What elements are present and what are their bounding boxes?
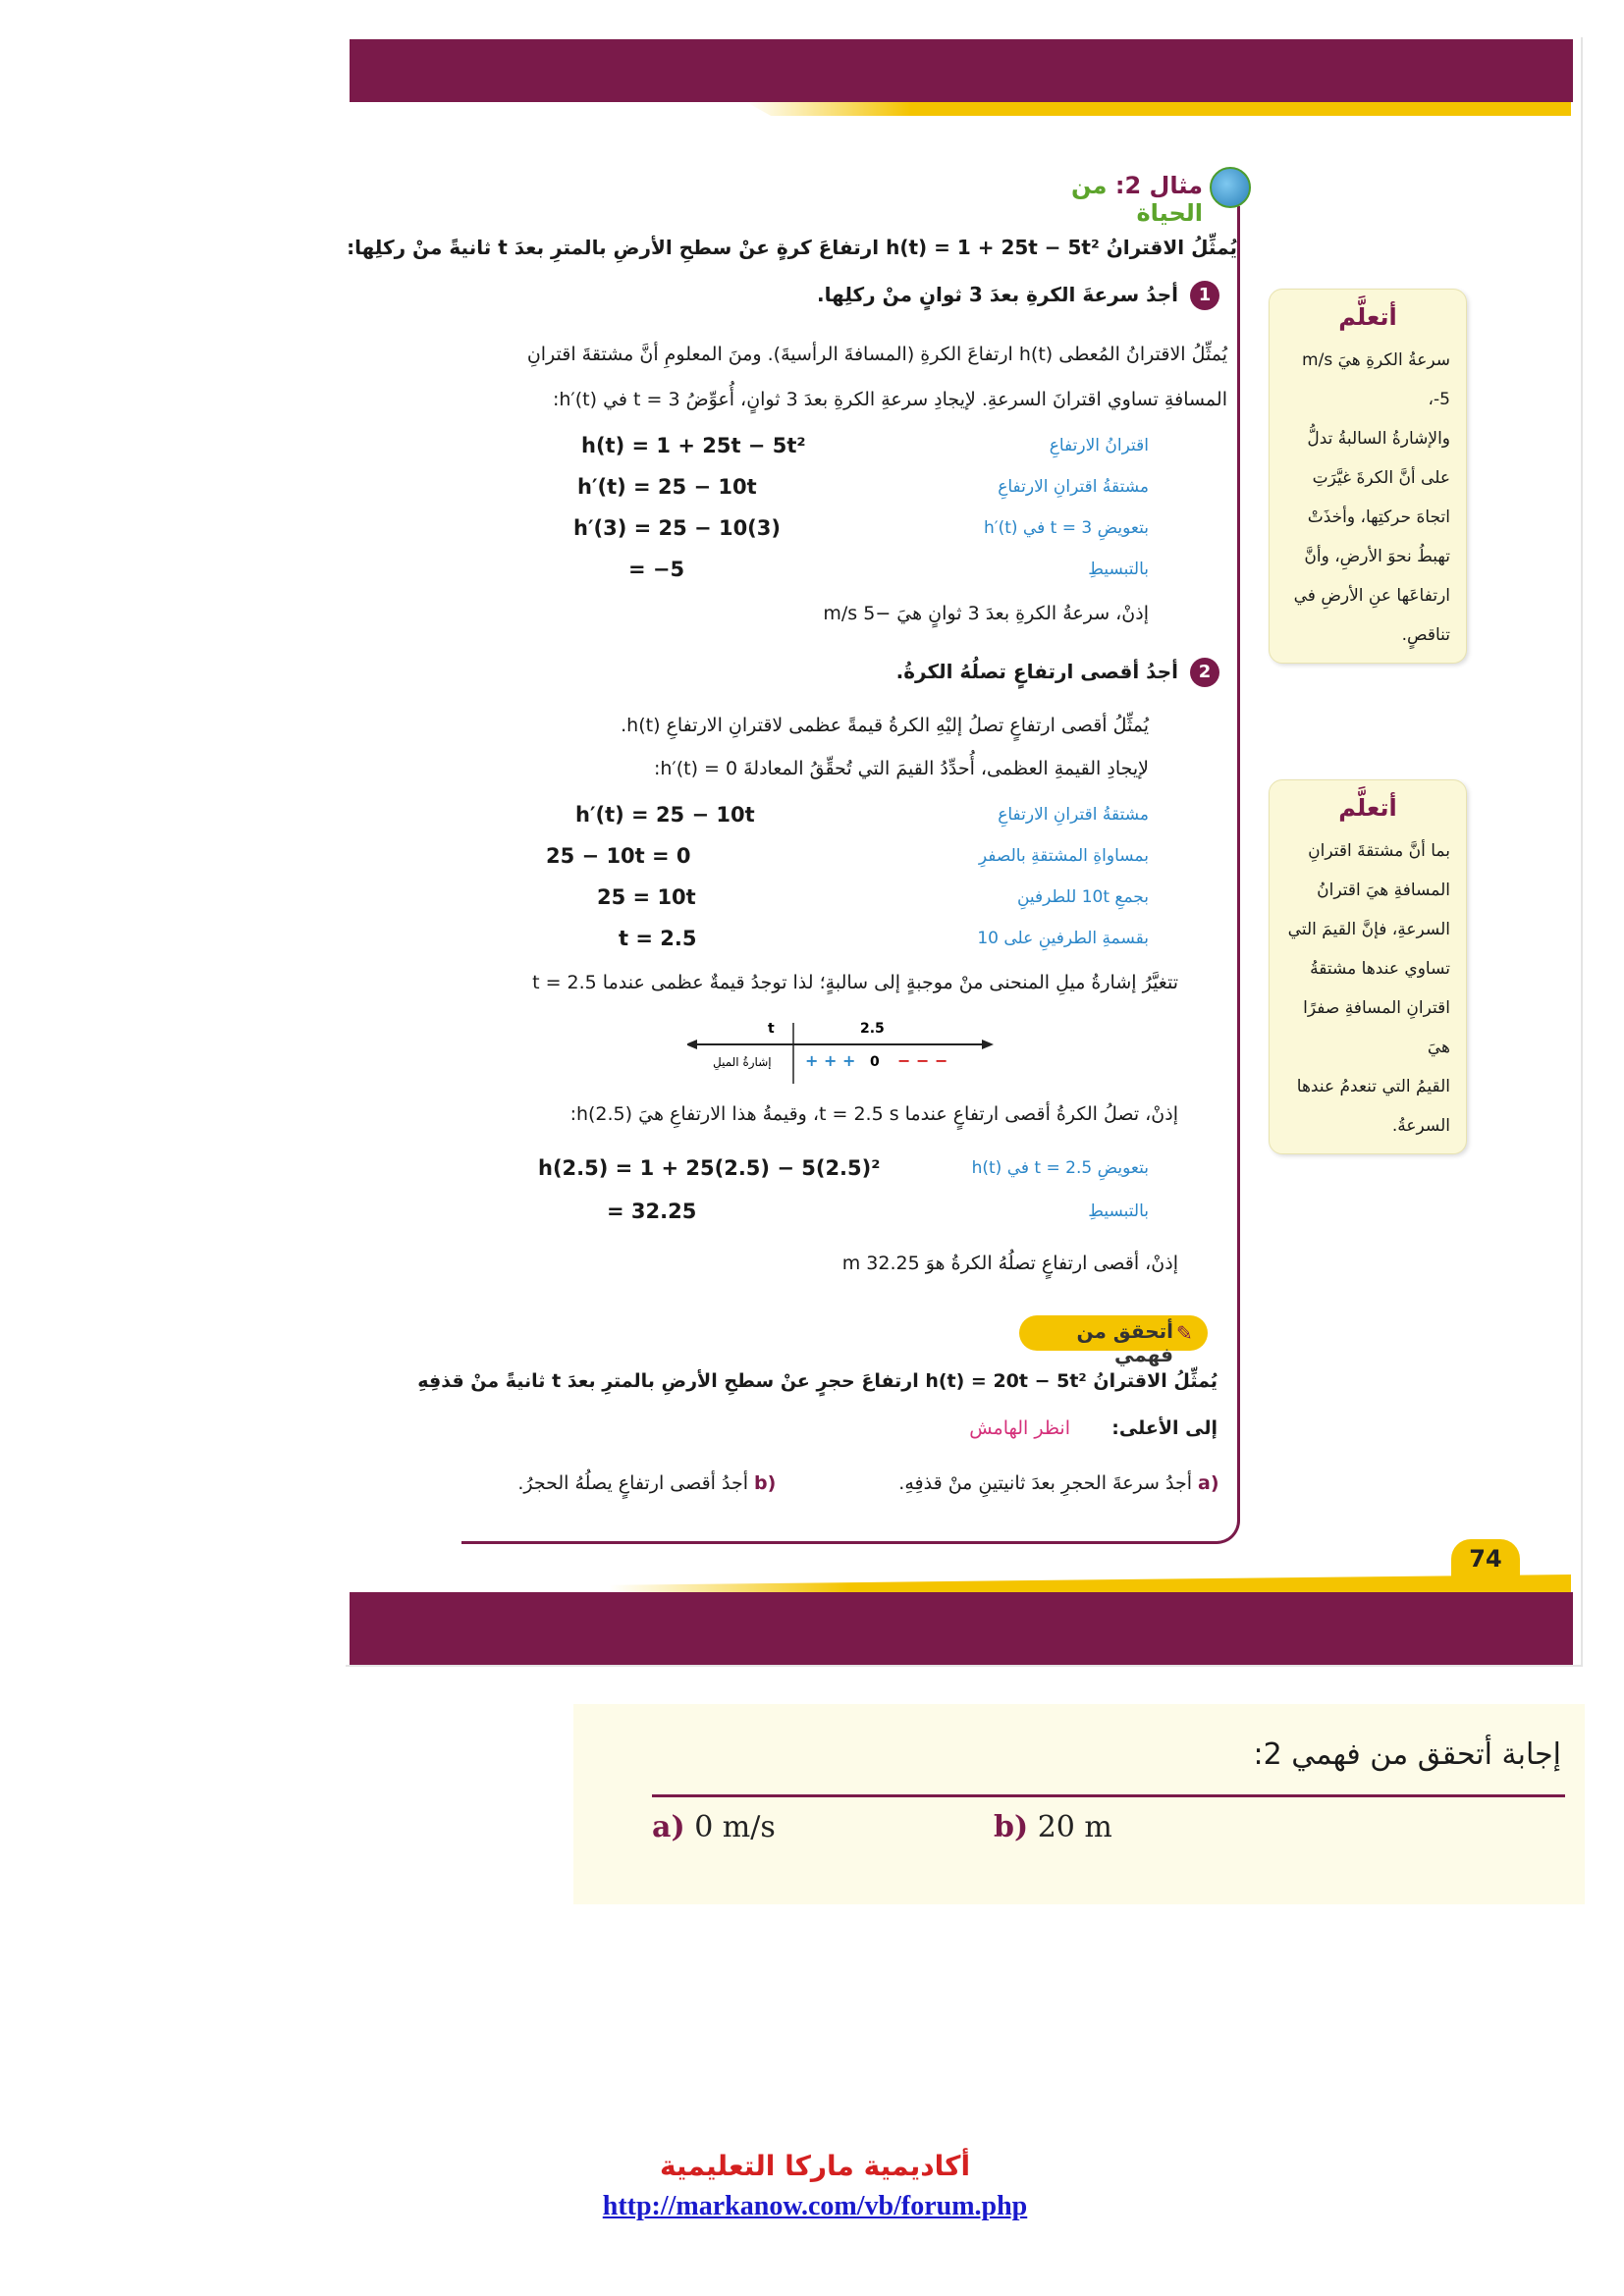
learn-note-2 (1269, 779, 1467, 1154)
q1-step-1-label: اقترانُ الارتفاعِ (1049, 436, 1149, 455)
margin-reference: انظر الهامش (969, 1417, 1070, 1439)
sign-chart-t-label: t (768, 1021, 775, 1037)
sign-chart-critical: 2.5 (860, 1021, 885, 1037)
learn-note-1-line: اتجاهَ حركتِها، وأخذَتْ (1307, 507, 1450, 527)
q2-step-3-eq: 25 = 10t (597, 885, 696, 909)
footer-link[interactable]: http://markanow.com/vb/forum.php (602, 2191, 1028, 2221)
learn-note-2-line: القيمُ التي تنعدمُ عندها (1296, 1077, 1450, 1096)
top-gold-stripe (746, 102, 1571, 116)
bottom-banner (350, 1592, 1573, 1665)
question-1-number: 1 (1190, 281, 1219, 310)
pencil-icon: ✎ (1176, 1321, 1193, 1345)
answer-title: إجابة أتحقق من فهمي 2: (1253, 1737, 1561, 1772)
learn-note-1 (1269, 289, 1467, 664)
q2-paragraph-1: يُمثِّلُ أقصى ارتفاعٍ تصلُ إليْهِ الكرةُ قيمةً عظمى لاقترانِ الارتفاعِ h(t). (621, 715, 1149, 736)
sign-chart (687, 1009, 1001, 1092)
answer-a-label: a) (652, 1810, 685, 1844)
q2-step-1-label: مشتقةُ اقترانِ الارتفاعِ (998, 805, 1149, 825)
learn-note-2-line: السرعةِ، فإنَّ القيمَ التي (1287, 920, 1450, 939)
learn-note-1-line: تناقصٍ. (1401, 625, 1450, 645)
q2-paragraph-2: لإيجادِ القيمةِ العظمى، أُحدِّدُ القيمَ التي تُحقِّقُ المعادلةَ h′(t) = 0: (653, 758, 1149, 779)
example-subtitle: من الحياة (1071, 172, 1203, 227)
learn-note-1-line: والإشارةُ السالبةُ تدلُّ (1307, 429, 1450, 449)
answer-a (652, 1810, 776, 1844)
check-a-text: أجدُ سرعةَ الحجرِ بعدَ ثانيتينِ منْ قذفِهِ. (898, 1472, 1192, 1494)
q2-eval-2-eq: = 32.25 (607, 1200, 697, 1223)
example-header (1006, 172, 1203, 227)
q2-sign-text: تتغيَّرُ إشارةُ ميلِ المنحنى منْ موجبةٍ إلى سالبةٍ؛ لذا توجدُ قيمةٌ عظمى عندما t = 2.5 (532, 972, 1178, 993)
check-b-letter: b) (754, 1472, 777, 1494)
check-b-text: أجدُ أقصى ارتفاعٍ يصلُهُ الحجرُ. (517, 1472, 748, 1494)
learn-note-2-line: بما أنَّ مشتقةَ اقترانِ (1308, 841, 1450, 861)
learn-note-1-line: ارتفاعَها عنِ الأرضِ في (1293, 586, 1450, 606)
q2-step-3-label: بجمعِ 10t للطرفينِ (1016, 887, 1149, 907)
question-2-number: 2 (1190, 658, 1219, 687)
sign-chart-zero: 0 (870, 1054, 880, 1070)
intro-text: يُمثِّلُ الاقترانُ h(t) = 1 + 25t − 5t² ارتفاعَ كرةٍ عنْ سطحِ الأرضِ بالمترِ بعدَ t ثانيةً منْ ركلِها: (347, 236, 1237, 259)
example-title: مثال 2: (1114, 172, 1203, 199)
learn-note-2-line: المسافةِ هيَ اقترانُ (1317, 881, 1450, 900)
check-text-2: إلى الأعلى: (1111, 1417, 1218, 1439)
answer-divider (652, 1794, 1565, 1797)
answer-b-value: 20 m (1037, 1810, 1112, 1844)
top-banner (350, 39, 1573, 102)
answer-b (994, 1810, 1112, 1844)
q2-step-2-eq: 25 − 10t = 0 (546, 844, 691, 868)
learn-note-1-line: على أنَّ الكرةَ غيَّرَتِ (1312, 468, 1450, 488)
q1-step-2-eq: h′(t) = 25 − 10t (577, 475, 757, 499)
page-number: 74 (1451, 1539, 1520, 1578)
q2-step-4-eq: t = 2.5 (619, 927, 697, 950)
answer-b-label: b) (994, 1810, 1029, 1844)
q1-conclusion: إذنْ، سرعةُ الكرةِ بعدَ 3 ثوانٍ هيَ −5 m/s (823, 603, 1149, 624)
q2-eval-2-label: بالتبسيطِ (1088, 1201, 1149, 1221)
q2-conclusion: إذنْ، أقصى ارتفاعٍ تصلُهُ الكرةُ هوَ 32.25 m (841, 1253, 1178, 1274)
check-text-1: يُمثِّلُ الاقترانُ h(t) = 20t − 5t² ارتفاعَ حجرٍ عنْ سطحِ الأرضِ بالمترِ بعدَ t ثانيةً منْ قذفِهِ (417, 1370, 1218, 1392)
learn-note-1-title: أتعلَّم (1338, 303, 1397, 331)
q1-paragraph-1: يُمثِّلُ الاقترانُ المُعطى h(t) ارتفاعَ الكرةِ (المسافةَ الرأسيةَ). ومنَ المعلومِ أنَّ مشتقةَ اقترانِ (526, 344, 1227, 365)
check-a-letter: a) (1198, 1472, 1219, 1494)
learn-note-2-line: السرعةُ. (1391, 1116, 1450, 1136)
answer-box (573, 1704, 1585, 1904)
sign-chart-arrow-right (982, 1040, 994, 1049)
check-understanding-label: أتحقق من فهمي (1076, 1319, 1173, 1366)
question-2-text: أجدُ أقصى ارتفاعٍ تصلُهُ الكرةُ. (895, 660, 1178, 683)
globe-icon (1210, 167, 1251, 208)
learn-note-2-title: أتعلَّم (1338, 794, 1397, 822)
learn-note-1-line: سرعةُ الكرةِ هيَ m/s 5-، (1302, 350, 1450, 409)
q1-step-3-label: بتعويضِ t = 3 في h′(t) (983, 518, 1149, 538)
sign-chart-row-label: إشارةُ الميلِ (713, 1055, 772, 1069)
q2-step-4-label: بقسمةِ الطرفينِ على 10 (977, 929, 1149, 948)
answer-a-value: 0 m/s (694, 1810, 776, 1844)
sign-chart-negative: − − − (897, 1051, 948, 1070)
learn-note-2-line: اقترانِ المسافةِ صفرًا هيَ (1303, 998, 1450, 1057)
q2-eval-1-label: بتعويضِ t = 2.5 في h(t) (971, 1158, 1149, 1178)
learn-note-2-line: تساوي عندها مشتقةُ (1310, 959, 1450, 979)
q2-eval-1-eq: h(2.5) = 1 + 25(2.5) − 5(2.5)² (538, 1156, 881, 1180)
q1-step-2-label: مشتقةُ اقترانِ الارتفاعِ (998, 477, 1149, 497)
q1-paragraph-2: المسافةِ تساوي اقترانَ السرعةِ. لإيجادِ سرعةِ الكرةِ بعدَ 3 ثوانٍ، أُعوِّضُ t = 3 في h′(t): (552, 389, 1227, 410)
q1-step-4-eq: = −5 (628, 558, 685, 581)
sign-chart-arrow-left (687, 1040, 697, 1049)
sign-chart-positive: + + + (805, 1051, 856, 1070)
learn-note-1-line: تهبطُ نحوَ الأرضِ، وأنَّ (1304, 547, 1450, 566)
q1-step-1-eq: h(t) = 1 + 25t − 5t² (581, 434, 806, 457)
q2-step-2-label: بمساواةِ المشتقةِ بالصفرِ (978, 846, 1149, 866)
q1-step-3-eq: h′(3) = 25 − 10(3) (573, 516, 781, 540)
q1-step-4-label: بالتبسيطِ (1088, 560, 1149, 579)
footer-academy-name: أكاديمية ماركا التعليمية (659, 2150, 971, 2182)
q2-paragraph-3: إذنْ، تصلُ الكرةُ أقصى ارتفاعٍ عندما t = 2.5 s، وقيمةُ هذا الارتفاعِ هيَ h(2.5): (569, 1103, 1178, 1125)
question-1-text: أجدُ سرعةَ الكرةِ بعدَ 3 ثوانٍ منْ ركلِها. (817, 283, 1178, 306)
q2-step-1-eq: h′(t) = 25 − 10t (575, 803, 755, 827)
